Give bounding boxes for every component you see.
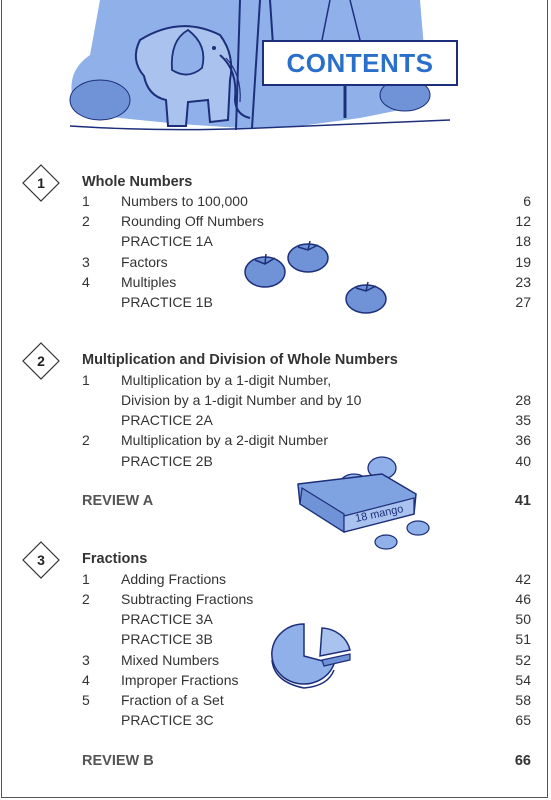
toc-row-title: Subtracting Fractions [121, 591, 254, 607]
toc-row-page: 27 [515, 294, 531, 310]
toc-row-number: 2 [82, 432, 90, 448]
toc-row[interactable] [0, 193, 551, 213]
toc-row-title: Division by a 1-digit Number and by 10 [121, 392, 362, 408]
chapter-number: 3 [37, 552, 45, 568]
toc-row-number: 1 [82, 193, 90, 209]
toc-row[interactable] [0, 712, 551, 732]
toc-row[interactable] [0, 591, 551, 611]
pie-illustration [268, 616, 358, 696]
toc-row-number: 5 [82, 692, 90, 708]
toc-row[interactable] [0, 392, 551, 412]
toc-row-title: PRACTICE 1A [121, 233, 213, 249]
toc-row-title: Mixed Numbers [121, 652, 220, 668]
toc-row-number: 1 [82, 571, 90, 587]
page-title: CONTENTS [286, 47, 434, 78]
review-row[interactable] [82, 753, 531, 769]
mango-box-label: 18 mango [354, 503, 405, 525]
toc-row-title: Multiples [121, 274, 177, 290]
toc-row-title: Adding Fractions [121, 571, 227, 587]
review-label: REVIEW A [82, 493, 154, 509]
toc-row-title: Fraction of a Set [121, 692, 224, 708]
toc-row-page: 12 [515, 213, 531, 229]
toc-row-title: Improper Fractions [121, 672, 239, 688]
toc-row-number: 4 [82, 274, 90, 290]
toc-row-page: 42 [515, 571, 531, 587]
toc-row-page: 35 [515, 412, 531, 428]
toc-row[interactable] [0, 213, 551, 233]
toc-row-page: 65 [515, 712, 531, 728]
toc-row-number: 2 [82, 213, 90, 229]
contents-sign [262, 40, 458, 86]
toc-row-page: 51 [515, 631, 531, 647]
toc-row-page: 54 [515, 672, 531, 688]
toc-row[interactable] [0, 571, 551, 591]
toc-row-page: 19 [515, 254, 531, 270]
toc-row-page: 23 [515, 274, 531, 290]
mango-box-illustration [292, 454, 442, 554]
toc-row-title: Multiplication by a 2-digit Number [121, 432, 328, 448]
toc-row-page: 52 [515, 652, 531, 668]
toc-row-number: 3 [82, 254, 90, 270]
toc-row-title: Rounding Off Numbers [121, 213, 264, 229]
toc-row-title: Factors [121, 254, 168, 270]
toc-row[interactable] [0, 432, 551, 452]
tomatoes-illustration [238, 238, 398, 318]
toc-row-title: PRACTICE 2A [121, 412, 213, 428]
toc-row-title: PRACTICE 3C [121, 712, 214, 728]
toc-row-title: PRACTICE 3B [121, 631, 213, 647]
review-page: 41 [514, 493, 531, 509]
chapter-number: 1 [37, 175, 45, 191]
toc-row-page: 46 [515, 591, 531, 607]
toc-row-page: 40 [515, 453, 531, 469]
chapter-title: Fractions [82, 551, 148, 567]
toc-row-page: 28 [515, 392, 531, 408]
toc-row-number: 2 [82, 591, 90, 607]
toc-row-number: 1 [82, 372, 90, 388]
toc-row-page: 58 [515, 692, 531, 708]
toc-row-page: 18 [515, 233, 531, 249]
chapter-title: Whole Numbers [82, 174, 193, 190]
chapter-title: Multiplication and Division of Whole Numbers [82, 352, 398, 368]
toc-row-page: 6 [523, 193, 531, 209]
toc-row-title: PRACTICE 2B [121, 453, 213, 469]
toc-row-title: Numbers to 100,000 [121, 193, 248, 209]
toc-row-title: PRACTICE 3A [121, 611, 213, 627]
toc-row-page: 36 [515, 432, 531, 448]
toc-row-title: PRACTICE 1B [121, 294, 213, 310]
toc-row[interactable] [0, 453, 551, 473]
review-label: REVIEW B [82, 753, 154, 769]
review-page: 66 [514, 753, 531, 769]
toc-row-page: 50 [515, 611, 531, 627]
toc-row-title: Multiplication by a 1-digit Number, [121, 372, 332, 388]
toc-row-number: 3 [82, 652, 90, 668]
toc-row[interactable] [0, 412, 551, 432]
chapter-number: 2 [37, 353, 45, 369]
toc-row[interactable] [0, 372, 551, 392]
toc-row-number: 4 [82, 672, 90, 688]
